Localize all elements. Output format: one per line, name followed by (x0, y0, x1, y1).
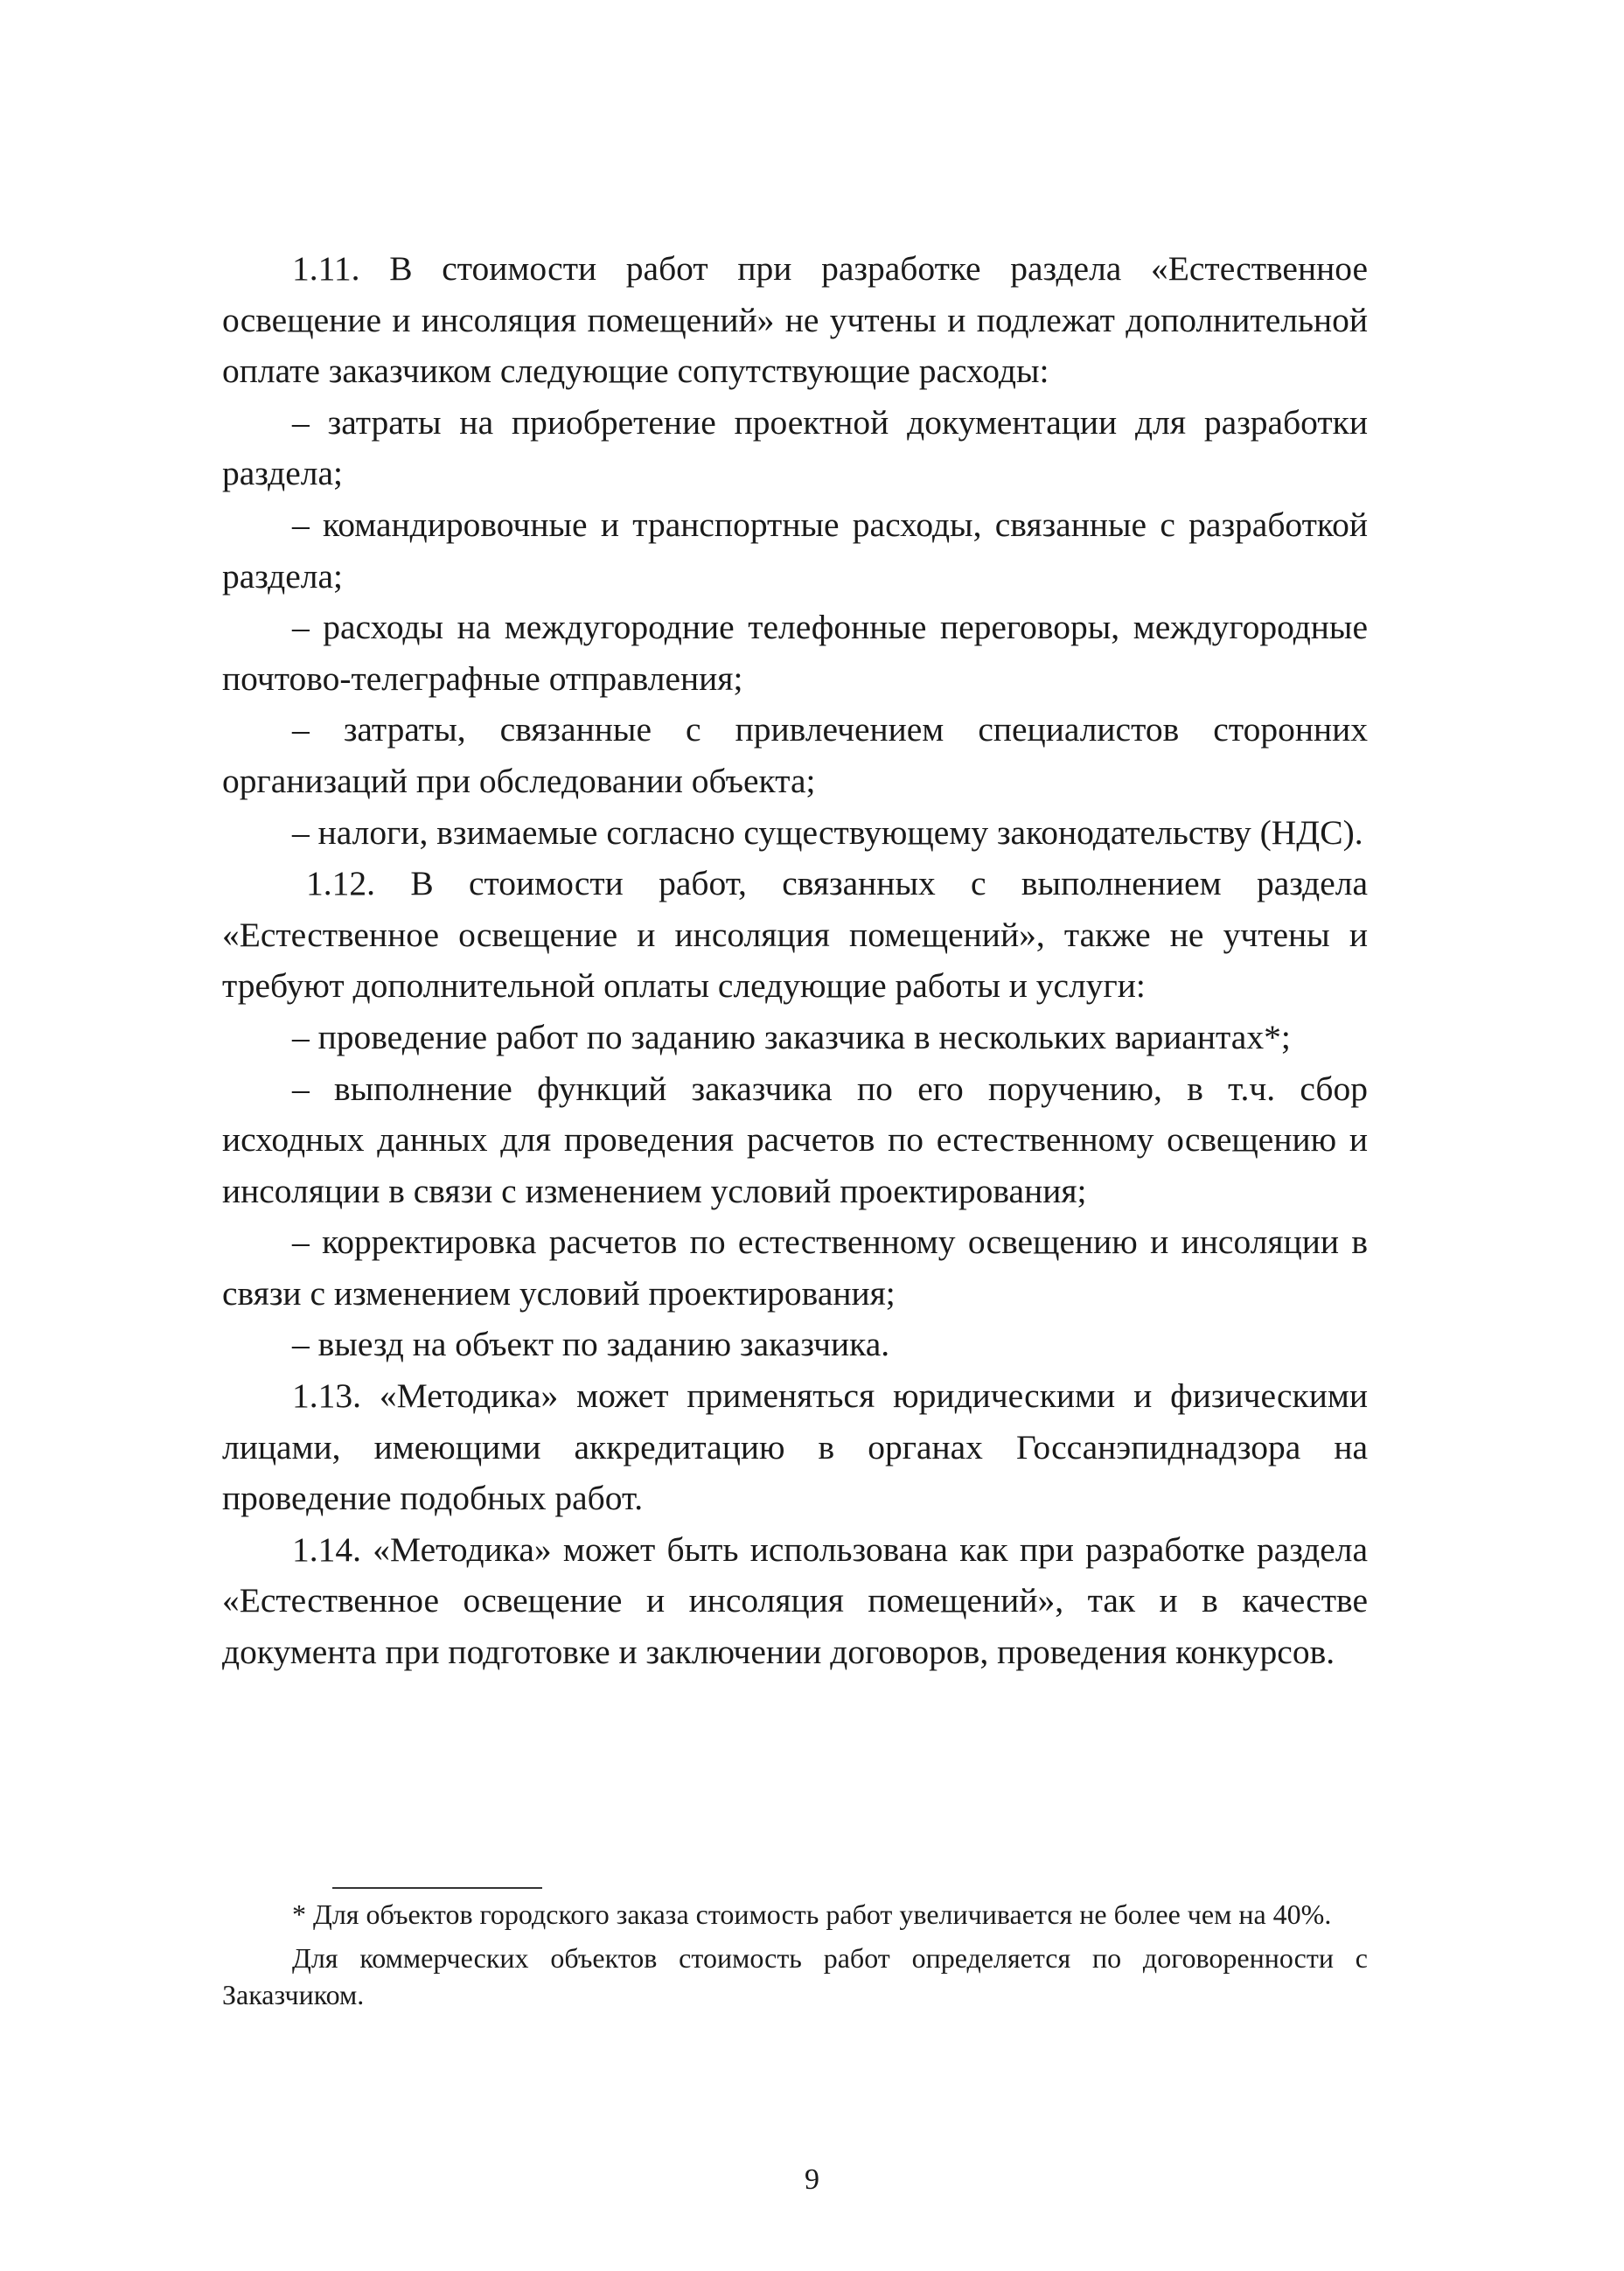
page-number: 9 (805, 2163, 819, 2196)
list-item-taxes: – налоги, взимаемые согласно существующему законодательству (НДС). (292, 812, 1363, 852)
list-item-client-functions: – выполнение функций заказчика по его поручению, в т.ч. сбор исходных данных для проведения расчетов по естественному освещению и инсоляции в связи с изменением условий проектирования; (222, 1069, 1368, 1210)
footnotes (222, 1896, 1368, 2020)
document-body (222, 243, 1368, 1678)
list-item-recalculation: – корректировка расчетов по естественному освещению и инсоляции в связи с изменением условий проектирования; (222, 1223, 1368, 1313)
list-item-acquisition-costs: – затраты на приобретение проектной документации для разработки раздела; (222, 402, 1368, 493)
footnote-commercial: Для коммерческих объектов стоимость работ определяется по договоренности с Заказчиком. (222, 1942, 1368, 2010)
footnote-city-order: * Для объектов городского заказа стоимость работ увеличивается не более чем на 40%. (292, 1898, 1332, 1930)
paragraph-1-12: 1.12. В стоимости работ, связанных с выполнением раздела «Естественное освещение и инсоляция помещений», также не учтены и требуют дополнительной оплаты следующие работы и услуги: (222, 864, 1368, 1006)
list-item-specialist-costs: – затраты, связанные с привлечением специалистов сторонних организаций при обследовании объекта; (222, 710, 1368, 800)
list-item-variants: – проведение работ по заданию заказчика в нескольких вариантах*; (292, 1017, 1291, 1056)
paragraph-1-11: 1.11. В стоимости работ при разработке раздела «Естественное освещение и инсоляция помещений» не учтены и подлежат дополнительной оплате заказчиком следующие сопутствующие расходы: (222, 249, 1368, 391)
footnote-separator (332, 1887, 542, 1889)
list-item-travel-costs: – командировочные и транспортные расходы, связанные с разработкой раздела; (222, 505, 1368, 596)
paragraph-1-13: 1.13. «Методика» может применяться юридическими и физическими лицами, имеющими аккредитацию в органах Госсанэпиднадзора на проведение подобных работ. (222, 1376, 1368, 1518)
paragraph-1-14: 1.14. «Методика» может быть использована как при разработке раздела «Естественное освещение и инсоляция помещений», так и в качестве документа при подготовке и заключении договоров, проведения конкурсов. (222, 1529, 1368, 1672)
list-item-site-visit: – выезд на объект по заданию заказчика. (292, 1325, 890, 1364)
list-item-communication-costs: – расходы на междугородние телефонные переговоры, междугородные почтово-телеграфные отправления; (222, 608, 1368, 698)
